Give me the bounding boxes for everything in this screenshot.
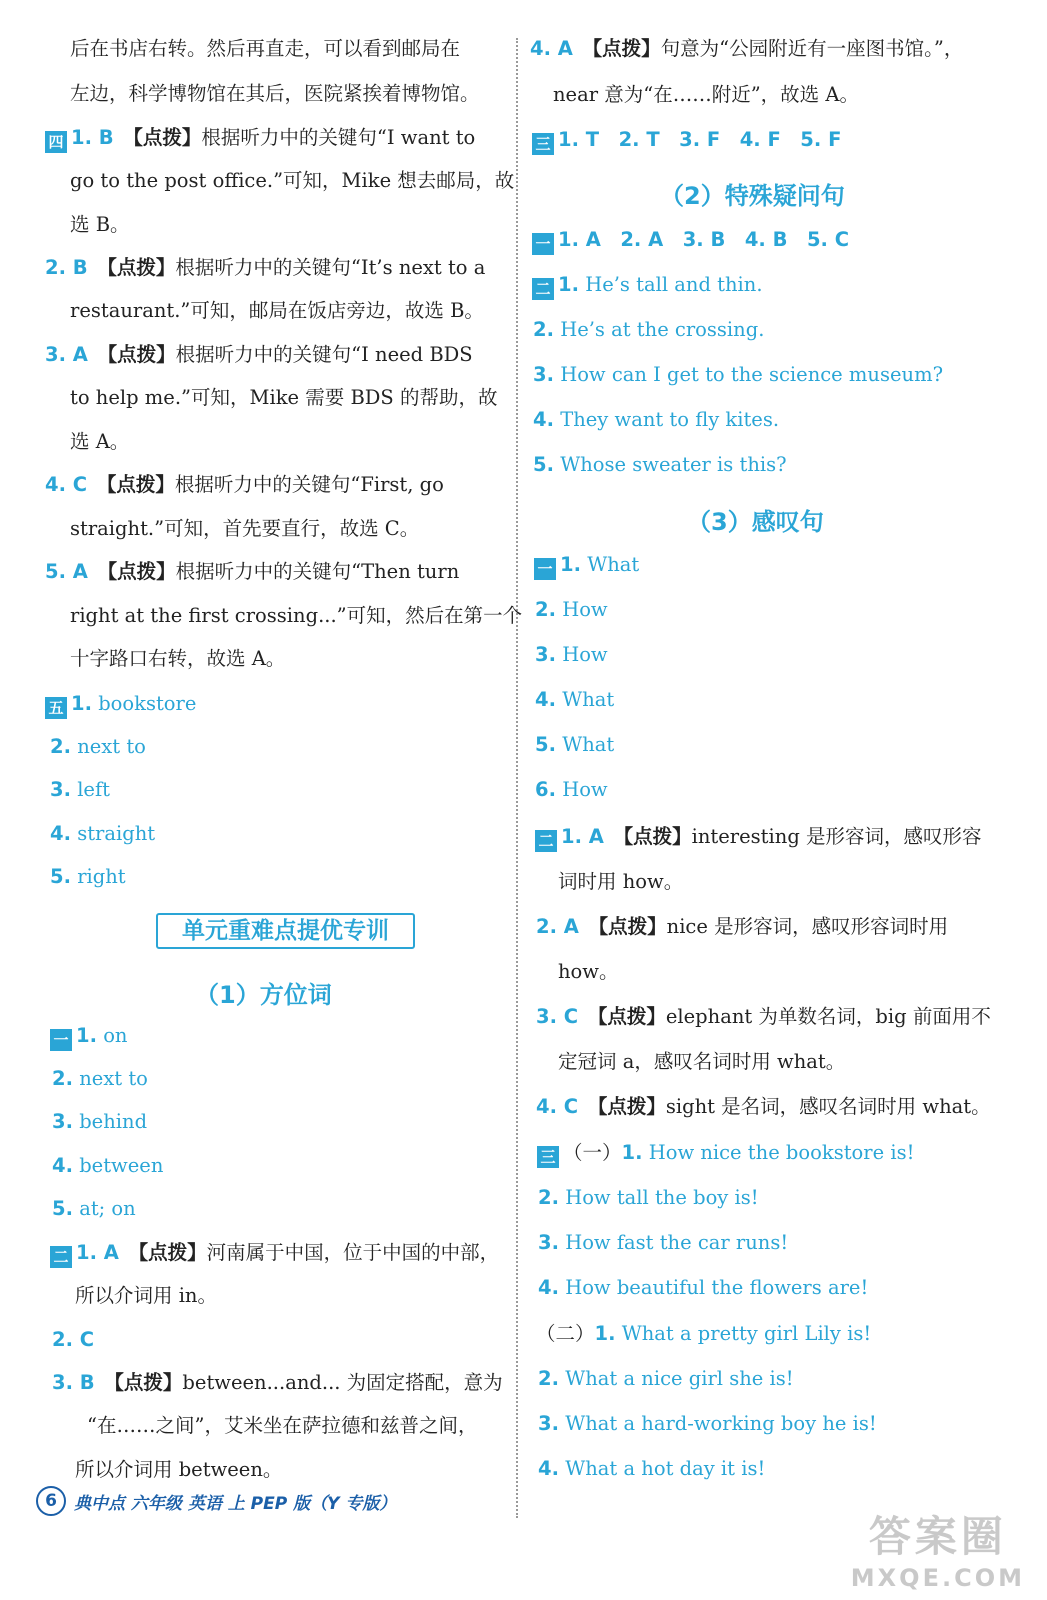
section-badge: 三	[537, 1146, 559, 1168]
item-number: 3.	[538, 1231, 559, 1254]
subsection-title: （1）方位词	[195, 981, 332, 1009]
item-number: 2.	[533, 318, 554, 341]
answer-item	[45, 255, 485, 281]
tip-label: 【点拨】	[107, 560, 176, 583]
answer-text: How fast the car runs!	[565, 1231, 789, 1254]
text-line: 词时用 how。	[558, 870, 684, 893]
answer-item	[52, 1327, 94, 1353]
answer-item	[45, 559, 459, 585]
tip-label: 【点拨】	[106, 473, 175, 496]
tip-label: 【点拨】	[107, 343, 176, 366]
answer-item	[535, 824, 982, 852]
answer-text: on	[103, 1024, 128, 1047]
tip-label: 【点拨】	[597, 1095, 666, 1118]
watermark-url: MXQE.COM	[850, 1564, 1025, 1592]
tip-text: 根据听力中的关键句“First, go	[174, 473, 444, 496]
section-badge: 三	[532, 133, 554, 155]
list-item	[535, 597, 608, 623]
item-number: 1.	[560, 553, 581, 576]
answer-number: 2. B	[45, 256, 88, 279]
answer-text: bookstore	[98, 692, 197, 715]
answer-text: How tall the boy is!	[565, 1186, 759, 1209]
answer-text: What a hard-working boy he is!	[565, 1412, 877, 1435]
list-item	[45, 691, 196, 719]
answer-text: They want to fly kites.	[560, 408, 780, 431]
answer-text: How	[562, 778, 608, 801]
text-line: “在……之间”，艾米坐在萨拉德和兹普之间，	[87, 1414, 478, 1437]
tip-text: between...and... 为固定搭配，意为	[182, 1371, 503, 1394]
section-badge: 五	[45, 697, 67, 719]
watermark-text: 答案圈	[868, 1512, 1007, 1561]
text-line: 所以介词用 between。	[75, 1458, 283, 1481]
answer-number: 1. A	[76, 1241, 119, 1264]
text-line: 所以介词用 in。	[75, 1284, 217, 1307]
answer-text: How	[562, 598, 608, 621]
item-number: 3.	[52, 1110, 73, 1133]
item-number: 4.	[533, 408, 554, 431]
answer-text: What a hot day it is!	[565, 1457, 766, 1480]
tip-text: 根据听力中的关键句“I need BDS	[175, 343, 473, 366]
text-line: how。	[558, 960, 619, 983]
list-item	[535, 732, 614, 758]
text-line: right at the first crossing...”可知，然后在第一个	[70, 604, 523, 627]
tip-text: nice 是形容词，感叹形容词时用	[666, 915, 949, 938]
answer-text: How can I get to the science museum?	[560, 363, 944, 386]
item-number: 1.	[621, 1141, 643, 1164]
section-badge: 一	[534, 558, 556, 580]
text-line: restaurant.”可知，邮局在饭店旁边，故选 B。	[70, 299, 484, 322]
answer-item	[45, 342, 473, 368]
item-number: 6.	[535, 778, 556, 801]
tip-text: elephant 为单数名词，big 前面用不	[665, 1005, 991, 1028]
item-number: 2.	[50, 735, 71, 758]
page-footer	[36, 1486, 396, 1516]
item-number: 4.	[50, 822, 71, 845]
answer-text: How beautiful the flowers are!	[565, 1276, 869, 1299]
list-item	[50, 777, 110, 803]
answer-text: between	[79, 1154, 164, 1177]
subsection-title: （2）特殊疑问句	[660, 182, 845, 210]
tip-label: 【点拨】	[598, 915, 667, 938]
tip-text: interesting 是形容词，感叹形容	[691, 825, 982, 848]
answer-item	[536, 1094, 991, 1120]
answer-text: next to	[79, 1067, 148, 1090]
list-item	[535, 687, 614, 713]
text-line: near 意为“在……附近”，故选 A。	[553, 83, 859, 106]
book-series-title: 典中点 六年级 英语 上 PEP 版（Y 专版）	[74, 1493, 397, 1514]
text-line: go to the post office.”可知，Mike 想去邮局，故	[70, 169, 515, 192]
section-badge: 二	[532, 278, 554, 300]
answer-text: at; on	[79, 1197, 136, 1220]
item-number: 4.	[538, 1276, 559, 1299]
tip-text: 句意为“公园附近有一座图书馆。”，	[660, 37, 964, 60]
answer-row-text: 1. A 2. A 3. B 4. B 5. C	[558, 228, 850, 251]
answer-row	[532, 127, 841, 155]
item-number: 1.	[76, 1024, 97, 1047]
answer-number: 4. C	[45, 473, 88, 496]
answer-text: left	[77, 778, 111, 801]
answer-item	[536, 1004, 991, 1030]
answer-number: 2. A	[536, 915, 579, 938]
answer-item	[536, 914, 948, 940]
list-item	[534, 552, 639, 580]
item-number: 3.	[533, 363, 554, 386]
item-number: 1.	[558, 273, 579, 296]
item-number: 1.	[594, 1322, 616, 1345]
list-item	[535, 642, 608, 668]
item-number: 4.	[538, 1457, 559, 1480]
item-number: 5.	[533, 453, 554, 476]
answer-text: What a nice girl she is!	[565, 1367, 794, 1390]
list-item	[52, 1196, 136, 1222]
list-item	[536, 1321, 871, 1347]
list-item	[533, 317, 764, 343]
answer-number: 4. C	[536, 1095, 579, 1118]
item-number: 4.	[535, 688, 556, 711]
answer-text: What	[562, 688, 615, 711]
answer-item	[50, 1240, 499, 1268]
answer-text: straight	[77, 822, 156, 845]
answer-text: Whose sweater is this?	[560, 453, 787, 476]
tip-label: 【点拨】	[597, 1005, 666, 1028]
item-number: 5.	[52, 1197, 73, 1220]
tip-label: 【点拨】	[592, 37, 661, 60]
list-item	[535, 777, 608, 803]
list-item	[538, 1275, 868, 1301]
answer-item	[45, 125, 475, 153]
answer-item	[45, 472, 444, 498]
answer-text: How nice the bookstore is!	[648, 1141, 915, 1164]
list-item	[533, 407, 779, 433]
item-number: 2.	[538, 1186, 559, 1209]
answer-text: What	[587, 553, 640, 576]
item-number: 1.	[71, 692, 92, 715]
item-number: 5.	[50, 865, 71, 888]
answer-text: What	[562, 733, 615, 756]
item-number: 3.	[538, 1412, 559, 1435]
tip-text: sight 是名词，感叹名词时用 what。	[665, 1095, 991, 1118]
answer-text: He’s tall and thin.	[585, 273, 763, 296]
text-line: 定冠词 a，感叹名词时用 what。	[558, 1050, 846, 1073]
tip-text: 根据听力中的关键句“I want to	[201, 126, 476, 149]
tip-label: 【点拨】	[623, 825, 692, 848]
item-number: 4.	[52, 1154, 73, 1177]
page-number: 6	[36, 1486, 66, 1516]
answer-number: 1. B	[71, 126, 114, 149]
list-item	[52, 1109, 147, 1135]
tip-label: 【点拨】	[133, 126, 202, 149]
watermark-logo	[851, 1504, 1025, 1592]
list-item	[533, 362, 943, 388]
text-line: 后在书店右转。然后再直走，可以看到邮局在	[70, 37, 461, 60]
answer-number: 3. A	[45, 343, 88, 366]
list-item	[538, 1411, 877, 1437]
list-item	[538, 1230, 788, 1256]
text-line: 选 A。	[70, 430, 130, 453]
section-badge: 一	[532, 233, 554, 255]
tip-label: 【点拨】	[138, 1241, 207, 1264]
section-badge: 二	[50, 1246, 72, 1268]
list-item	[533, 452, 787, 478]
item-number: 5.	[535, 733, 556, 756]
answer-item	[530, 36, 963, 62]
column-divider	[516, 38, 518, 1518]
tip-label: 【点拨】	[114, 1371, 183, 1394]
section-badge: 二	[535, 830, 557, 852]
subsection-title: （3）感叹句	[687, 508, 824, 536]
list-item	[52, 1153, 163, 1179]
answer-text: next to	[77, 735, 146, 758]
section-badge: 一	[50, 1029, 72, 1051]
answer-row	[532, 227, 849, 255]
answer-text: How	[562, 643, 608, 666]
text-line: 十字路口右转，故选 A。	[70, 647, 286, 670]
answer-number: 2. C	[52, 1328, 95, 1351]
answer-text: behind	[79, 1110, 148, 1133]
tip-text: 根据听力中的关键句“Then turn	[175, 560, 460, 583]
list-item	[50, 821, 155, 847]
list-item	[537, 1140, 914, 1168]
text-line: 选 B。	[70, 213, 130, 236]
tip-text: 根据听力中的关键句“It’s next to a	[175, 256, 486, 279]
tip-text: 河南属于中国，位于中国的中部，	[206, 1241, 500, 1264]
item-number: 3.	[535, 643, 556, 666]
list-item	[538, 1456, 765, 1482]
item-number: 2.	[538, 1367, 559, 1390]
item-number: 3.	[50, 778, 71, 801]
answer-row-text: 1. T 2. T 3. F 4. F 5. F	[558, 128, 842, 151]
answer-text: right	[77, 865, 126, 888]
answer-number: 5. A	[45, 560, 88, 583]
text-line: 左边，科学博物馆在其后，医院紧挨着博物馆。	[70, 82, 480, 105]
item-number: 2.	[52, 1067, 73, 1090]
list-item	[50, 864, 126, 890]
answer-number: 1. A	[561, 825, 604, 848]
answer-text: What a pretty girl Lily is!	[621, 1322, 872, 1345]
part-label: （一）	[563, 1141, 622, 1164]
answer-number: 3. C	[536, 1005, 579, 1028]
section-badge: 四	[45, 131, 67, 153]
item-number: 2.	[535, 598, 556, 621]
part-label: （二）	[536, 1322, 595, 1345]
list-item	[50, 1023, 128, 1051]
answer-number: 3. B	[52, 1371, 95, 1394]
answer-item	[52, 1370, 503, 1396]
list-item	[538, 1366, 794, 1392]
tip-label: 【点拨】	[107, 256, 176, 279]
list-item	[50, 734, 146, 760]
answer-number: 4. A	[530, 37, 573, 60]
unit-section-title: 单元重难点提优专训	[156, 913, 415, 949]
list-item	[532, 272, 763, 300]
list-item	[52, 1066, 148, 1092]
answer-text: He’s at the crossing.	[560, 318, 765, 341]
text-line: to help me.”可知，Mike 需要 BDS 的帮助，故	[70, 386, 498, 409]
text-line: straight.”可知，首先要直行，故选 C。	[70, 517, 420, 540]
list-item	[538, 1185, 759, 1211]
